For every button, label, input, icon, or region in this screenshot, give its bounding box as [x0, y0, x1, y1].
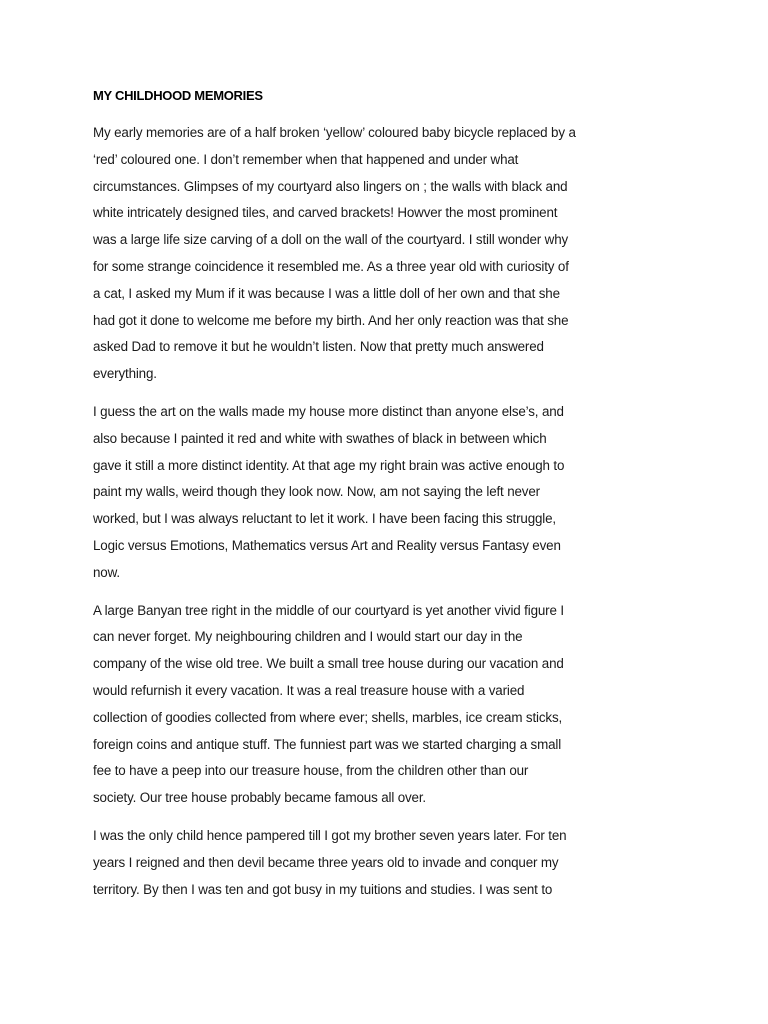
paragraph-banyan-tree: A large Banyan tree right in the middle of our courtyard is yet another vivid figure I can never forget. My neighbouring children and I would start our day in the company of the wise old tree. We built a small tree house during our vacation and would refurnish it every vacation. It was a real treasure house with a varied collection of goodies collected from where ever; shells, marbles, ice cream sticks, foreign coins and antique stuff. The funniest part was we started charging a small fee to have a peep into our treasure house, from the children other than our society. Our tree house probably became famous all over. [93, 602, 564, 806]
paragraph-house-art: I guess the art on the walls made my house more distinct than anyone else’s, and also because I painted it red and white with swathes of black in between which gave it still a more distinct identity. At that age my right brain was active enough to paint my walls, weird though they look now. Now, am not saying the left never worked, but I was always reluctant to let it work. I have been facing this struggle, Logic versus Emotions, Mathematics versus Art and Reality versus Fantasy even now. [93, 403, 565, 580]
paragraph-bicycle-memories: My early memories are of a half broken ‘yellow’ coloured baby bicycle replaced by a ‘red’ coloured one. I don’t remember when that happened and under what circumstances. Glimpses of my courtyard also lingers on ; the walls with black and white intricately designed tiles, and carved brackets! Howver the most prominent was a large life size carving of a doll on the wall of the courtyard. I still wonder why for some strange coincidence it resembled me. As a three year old with curiosity of a cat, I asked my Mum if it was because I was a little doll of her own and that she had got it done to welcome me before my birth. And her only reaction was that she asked Dad to remove it but he wouldn’t listen. Now that pretty much answered everything. [93, 125, 576, 382]
paragraph-only-child: I was the only child hence pampered till I got my brother seven years later. For ten years I reigned and then devil became three years old to invade and conquer my territory. By then I was ten and got busy in my tuitions and studies. I was sent to [93, 827, 567, 897]
document-title: MY CHILDHOOD MEMORIES [93, 88, 263, 103]
document-body [93, 86, 628, 914]
